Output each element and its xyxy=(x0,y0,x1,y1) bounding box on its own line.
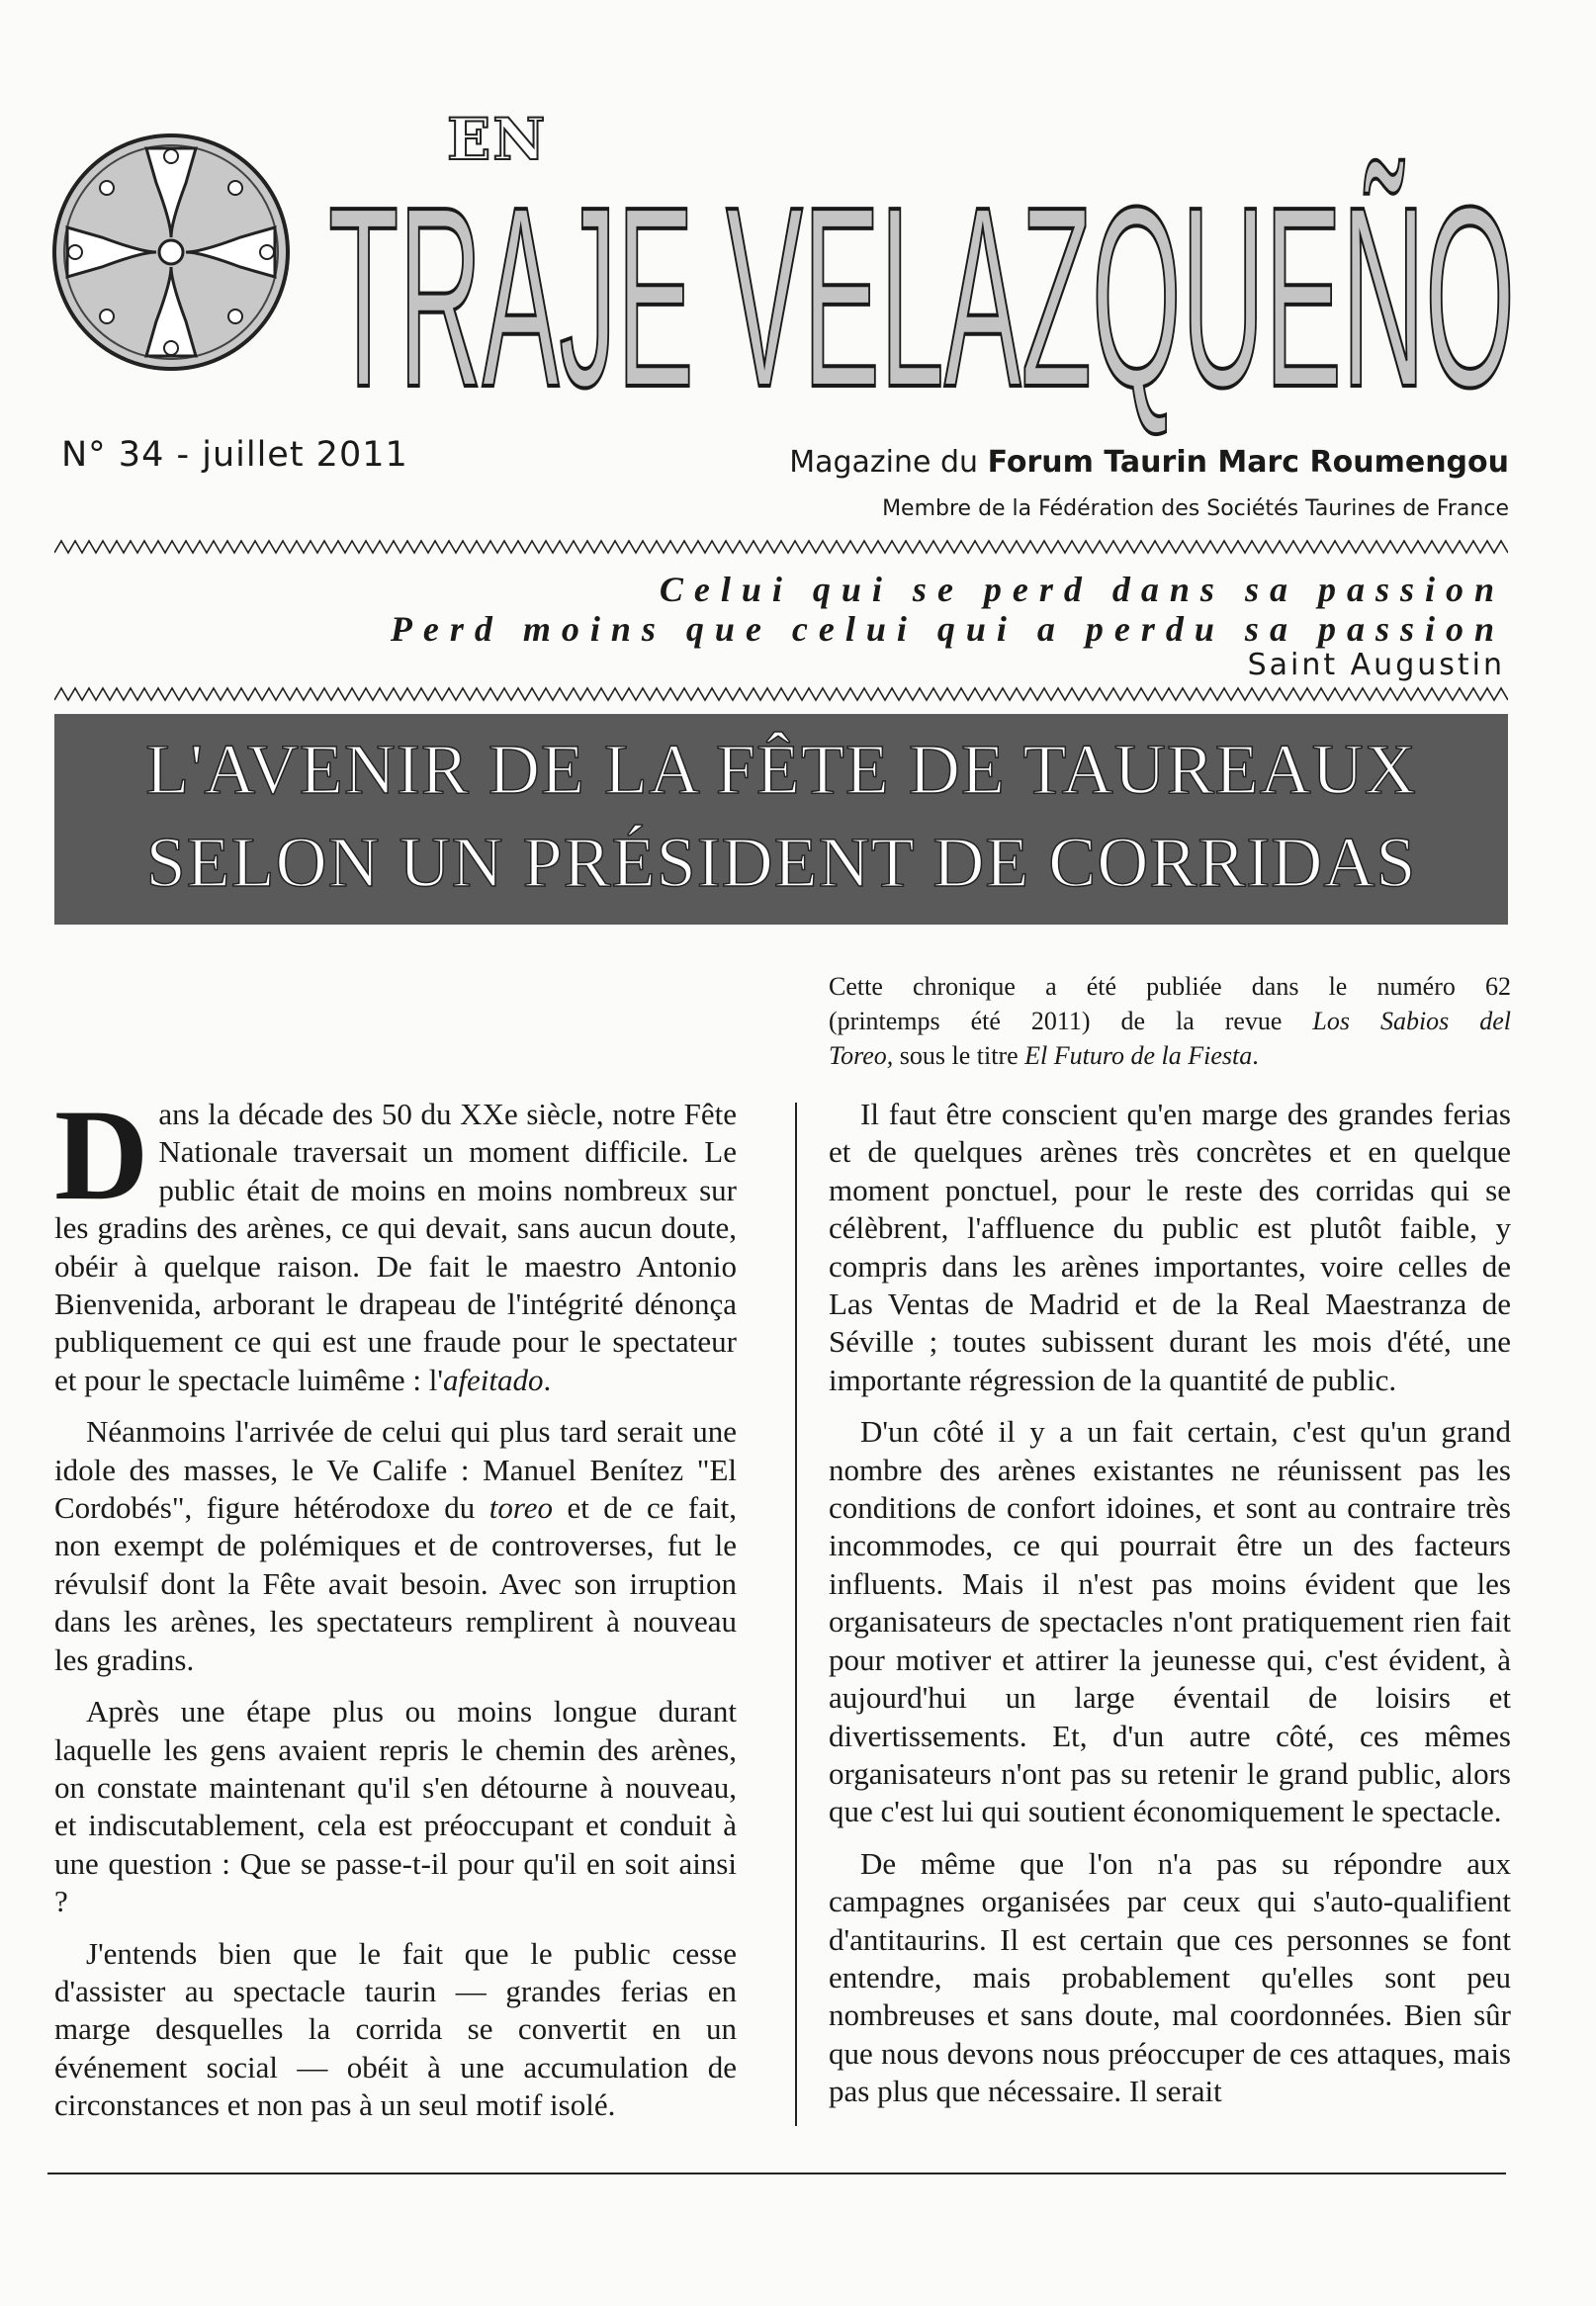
editor-note-text: . xyxy=(1252,1041,1259,1070)
editor-note-line xyxy=(829,1004,1511,1038)
editor-note-text: (printemps été 2011) de la revue xyxy=(829,1007,1313,1035)
epigraph-line-1: Celui qui se perd dans sa passion xyxy=(659,570,1505,609)
article-paragraph xyxy=(54,1413,737,1679)
editor-note xyxy=(829,969,1511,1073)
headline-line-2: SELON UN PRÉSIDENT DE CORRIDAS xyxy=(145,823,1417,902)
magazine-title: Toreo, xyxy=(829,1041,894,1070)
paragraph-emphasis: afeitado xyxy=(442,1362,544,1397)
magazine-prefix: Magazine du xyxy=(789,445,979,480)
paragraph-text: ans la décade des 50 du XXe siècle, notre Fête Nationale traversait un moment difficile. Le public était de moins en moins nombreux sur les gradins des arènes, ce qui devait, sans aucun doute, obéir à quelque raison. De fait le maestro Antonio Bienvenida, arborant le drapeau de l'intégrité dénonça publiquement ce qui est une fraude pour le spectateur et pour le spectacle luimême : l' xyxy=(54,1097,737,1397)
article-paragraph xyxy=(54,1082,737,1399)
paragraph-emphasis: toreo xyxy=(488,1490,554,1526)
article-column-left xyxy=(54,1082,737,2139)
drop-cap: D xyxy=(54,1082,149,1227)
article-paragraph: De même que l'on n'a pas su répondre aux campagnes organisées par ceux qui s'auto-qualifient d'antitaurins. Il est certain que ces personnes se font entendre, mais probablement qu'elles sont peu nombreuses et sans doute, mal coordonnées. Bien sûr que nous devons nous préoccuper de ces attaques, mais pas plus que nécessaire. Il serait xyxy=(829,1845,1511,2109)
editor-note-line: Cette chronique a été publiée dans le numéro 62 xyxy=(829,972,1511,1001)
masthead-prefix: EN xyxy=(447,106,548,173)
article-paragraph: D'un côté il y a un fait certain, c'est qu'un grand nombre des arènes existantes ne réunissent pas les conditions de confort idoines, et sont au contraire très incommodes, ce qui pourrait être un des facteurs influents. Mais il n'est pas moins évident que les organisateurs de spectacles n'ont pratiquement rien fait pour motiver et attirer la jeunesse qui, c'est évident, à aujourd'hui un large éventail de loisirs et divertissements. Et, d'un autre côté, ces mêmes organisateurs n'ont pas su retenir le grand public, alors que c'est lui qui soutient économiquement le spectacle. xyxy=(829,1414,1511,1829)
zigzag-divider xyxy=(54,539,1508,555)
epigraph-author: Saint Augustin xyxy=(1247,648,1505,682)
editor-note-line xyxy=(829,1038,1511,1073)
magazine-line xyxy=(789,445,1509,480)
footer-rule xyxy=(47,2173,1506,2174)
forum-name: Forum Taurin Marc Roumengou xyxy=(987,445,1509,480)
article-paragraph: Il faut être conscient qu'en marge des grandes ferias et de quelques arènes très concrètes et en quelque moment ponctuel, pour le reste des corridas qui se célèbrent, l'affluence du public est plutôt faible, y compris dans les arènes importantes, voire celles de Las Ventas de Madrid et de la Real Maestranza de Séville ; toutes subissent durant les mois d'été, une importante régression de la quantité de public. xyxy=(829,1097,1511,1397)
zigzag-divider xyxy=(54,686,1508,702)
headline-banner xyxy=(54,714,1508,925)
article-paragraph: Après une étape plus ou moins longue durant laquelle les gens avaient repris le chemin des arènes, on constate maintenant qu'il s'en détourne à nouveau, et indiscutablement, cela est préoccupant et conduit à une question : Que se passe-t-il pour qu'il en soit ainsi ? xyxy=(54,1694,737,1919)
magazine-title: Los Sabios del xyxy=(1312,1007,1511,1035)
editor-note-text: sous le titre xyxy=(893,1041,1025,1070)
column-divider xyxy=(795,1103,797,2126)
federation-membership: Membre de la Fédération des Sociétés Taurines de France xyxy=(882,496,1509,521)
paragraph-text: Néanmoins l'arrivée de celui qui plus tard serait une idole des masses, le Ve Calife : Manuel Benítez "El Cordobés", figure hétérodoxe du xyxy=(54,1414,737,1526)
paragraph-text: . xyxy=(543,1362,552,1397)
article-paragraph: J'entends bien que le fait que le public cesse d'assister au spectacle taurin — grandes ferias en marge desquelles la corrida se convertit en un événement social — obéit à une accumulation de circonstances et non pas à un seul motif isolé. xyxy=(54,1935,737,2123)
original-title: El Futuro de la Fiesta xyxy=(1024,1041,1253,1070)
article-column-right xyxy=(829,1096,1511,2125)
svg-text:TRAJE VELAZQUEÑO: TRAJE VELAZQUEÑO xyxy=(328,154,1515,441)
headline-line-1: L'AVENIR DE LA FÊTE DE TAUREAUX xyxy=(145,730,1417,809)
issue-number: N° 34 - juillet 2011 xyxy=(61,435,408,475)
cross-icon xyxy=(54,135,288,369)
epigraph-line-2: Perd moins que celui qui a perdu sa passion xyxy=(390,609,1505,649)
occitan-cross-logo xyxy=(47,129,295,376)
masthead-title xyxy=(318,148,1525,445)
paragraph-text: et de ce fait, non exempt de polémiques et de controverses, fut le révulsif dont la Fête avait besoin. Avec son irruption dans les arènes, les spectateurs remplirent à nouveau les gradins. xyxy=(54,1490,737,1677)
